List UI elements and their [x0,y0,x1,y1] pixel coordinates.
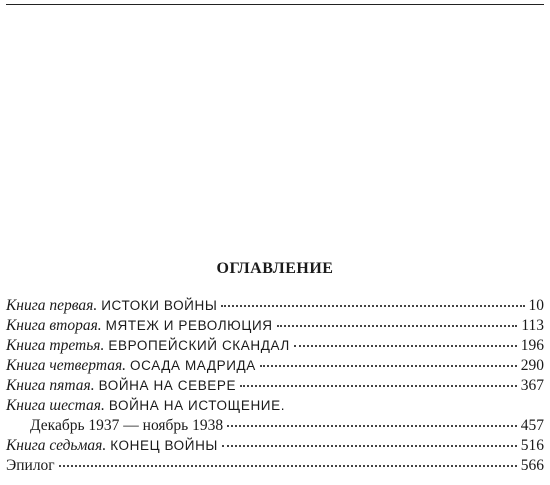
toc-title: ОГЛАВЛЕНИЕ [216,260,334,277]
toc-entry-book-4 [6,356,544,376]
epilogue-label: Эпилог [6,457,55,474]
leader-dots [277,324,518,327]
book-name: ВОЙНА НА ИСТОЩЕНИЕ. [108,398,286,413]
book-number: Книга четвертая. [6,357,127,374]
book-name: МЯТЕЖ И РЕВОЛЮЦИЯ [105,318,273,333]
book-number: Книга пятая. [6,377,95,394]
book-subtitle: Декабрь 1937 — ноябрь 1938 [30,417,224,434]
page-number: 196 [520,337,544,354]
leader-dots [260,364,517,367]
toc-entry-book-6-continuation [6,416,544,436]
page-number: 113 [521,317,544,334]
book-name: ЕВРОПЕЙСКИЙ СКАНДАЛ [108,338,290,353]
toc-entry-epilogue [6,456,544,476]
leader-dots [221,304,524,307]
page-number: 367 [520,377,544,394]
leader-dots [222,444,517,447]
leader-dots [294,344,517,347]
toc-entry-book-1 [6,296,544,316]
toc-entry-book-7 [6,436,544,456]
book-number: Книга седьмая. [6,437,107,454]
page-number: 516 [520,437,544,454]
page-number: 566 [520,457,544,474]
toc-entry-book-2 [6,316,544,336]
book-name: ОСАДА МАДРИДА [130,358,256,373]
leader-dots [240,384,517,387]
book-number: Книга третья. [6,337,105,354]
toc-list [6,296,544,476]
book-name: ИСТОКИ ВОЙНЫ [101,298,218,313]
book-number: Книга шестая. [6,397,105,414]
top-rule [6,4,544,5]
book-number: Книга вторая. [6,317,102,334]
toc-entry-book-6 [6,396,544,416]
toc-entry-book-3 [6,336,544,356]
book-number: Книга первая. [6,297,98,314]
book-name: КОНЕЦ ВОЙНЫ [110,438,218,453]
page-number: 457 [520,417,544,434]
leader-dots [59,464,517,467]
leader-dots [227,424,517,427]
page-number: 10 [528,297,544,314]
page-number: 290 [520,357,544,374]
toc-entry-book-5 [6,376,544,396]
book-name: ВОЙНА НА СЕВЕРЕ [98,378,237,393]
